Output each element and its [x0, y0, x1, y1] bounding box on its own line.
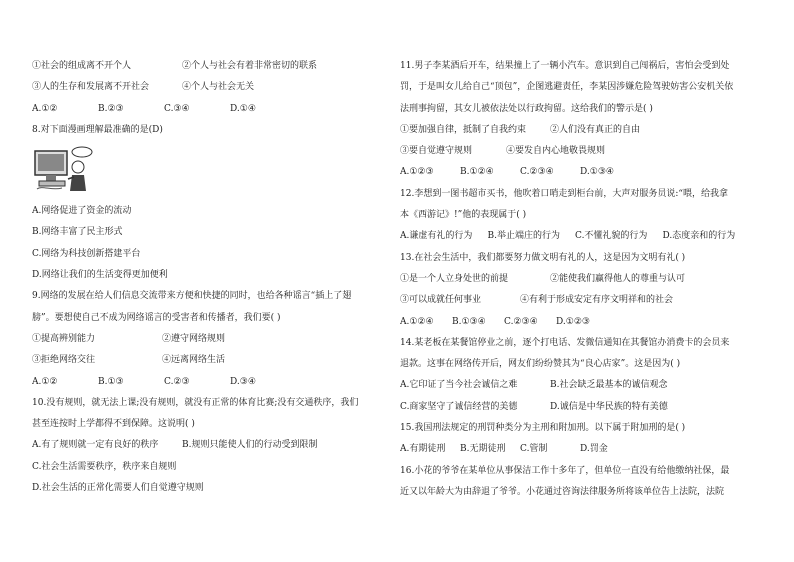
q14-choices-row-1: A.它印证了当今社会诚信之难 B.社会缺乏最基本的诚信观念 — [400, 380, 668, 391]
q10-choice-d: D.社会生活的正常化需要人们自觉遵守规则 — [32, 483, 204, 494]
q9-choices: A.①② B.①③ C.②③ D.③④ — [32, 376, 256, 387]
left-column — [32, 56, 392, 499]
q8-choice-d: D.网络让我们的生活变得更加便利 — [32, 270, 168, 281]
q15-stem: 15.我国刑法规定的刑罚种类分为主刑和附加刑。以下属于附加刑的是( ) — [400, 423, 686, 434]
q10-choice-c: C.社会生活需要秩序，秩序来自规则 — [32, 461, 177, 472]
q9-stem-line-1: 9.网络的发展在给人们信息交流带来方便和快捷的同时，也给各种谣言“插上了翅 — [32, 291, 352, 302]
q13-options-row-1: ①是一个人立身处世的前提 ②能使我们赢得他人的尊重与认可 — [400, 273, 686, 284]
q7-options-row-1: ①社会的组成离不开个人 ②个人与社会有着非常密切的联系 — [32, 61, 318, 71]
q11-stem-line-3: 法刑事拘留，其女儿被依法处以行政拘留。这给我们的警示是( ) — [400, 103, 653, 114]
q11-stem-line-2: 罚，于是叫女儿给自己“顶包”，企图逃避责任，李某因涉嫌危险驾驶妨害公安机关依 — [400, 82, 734, 93]
q10-stem-line-1: 10.没有规则，就无法上课;没有规则，就没有正常的体育比赛;没有交通秩序，我们 — [32, 397, 359, 408]
q11-options-row-1: ①要加强自律，抵制了自我约束 ②人们没有真正的自由 — [400, 124, 641, 135]
q8-choice-b: B.网络丰富了民主形式 — [32, 227, 123, 238]
q12-stem-line-1: 12.李想到一图书超市买书，他吹着口哨走到柜台前，大声对服务员说:“喂，给我拿 — [400, 188, 728, 199]
q12-stem-line-2: 本《西游记》!”他的表现属于( ) — [400, 210, 527, 221]
q14-stem-line-1: 14.某老板在某餐馆停业之前，逐个打电话、发微信通知在其餐馆办消费卡的会员来 — [400, 337, 730, 348]
q10-choices-row-1: A.有了规则就一定有良好的秩序 B.规则只能使人们的行动受到限制 — [32, 440, 318, 451]
q7-options-row-2: ③人的生存和发展离不开社会 ④个人与社会无关 — [32, 82, 255, 93]
q13-choices: A.①②④ B.①③④ C.②③④ D.①②③ — [400, 316, 590, 327]
q13-options-row-2: ③可以成就任何事业 ④有利于形成安定有序文明祥和的社会 — [400, 295, 674, 306]
q7-choices: A.①② B.②③ C.③④ D.①④ — [32, 103, 256, 114]
q10-stem-line-2: 甚至连按时上学都得不到保障。这说明( ) — [32, 419, 195, 430]
right-column — [400, 56, 750, 503]
q8-stem: 8.对下面漫画理解最准确的是(D) — [32, 124, 163, 135]
q8-choice-c: C.网络为科技创新搭建平台 — [32, 248, 141, 259]
computer-cartoon-icon — [32, 145, 392, 193]
q16-stem-line-1: 16.小花的爷爷在某单位从事保洁工作十多年了，但单位一直没有给他缴纳社保，最 — [400, 465, 730, 476]
q11-stem-line-1: 11.男子李某酒后开车，结果撞上了一辆小汽车。意识到自己闯祸后，害怕会受到处 — [400, 61, 730, 71]
q9-options-row-2: ③拒绝网络交往 ④远离网络生活 — [32, 355, 226, 366]
q11-options-row-2: ③要自觉遵守规则 ④要发自内心地敬畏规则 — [400, 146, 606, 157]
q9-options-row-1: ①提高辨别能力 ②遵守网络规则 — [32, 333, 226, 344]
q8-choice-a: A.网络促进了资金的流动 — [32, 206, 132, 217]
q11-choices: A.①②③ B.①②④ C.②③④ D.①③④ — [400, 167, 614, 178]
q12-choices: A.谦虚有礼的行为 B.举止端庄的行为 C.不懂礼貌的行为 D.态度亲和的行为 — [400, 231, 736, 242]
q14-choices-row-2: C.商家坚守了诚信经营的美德 D.诚信是中华民族的特有美德 — [400, 401, 668, 412]
q16-stem-line-2: 近又以年龄大为由辞退了爷爷。小花通过咨询法律服务所将该单位告上法院，法院 — [400, 486, 725, 497]
q13-stem: 13.在社会生活中，我们都要努力做文明有礼的人，这是因为文明有礼( ) — [400, 252, 686, 263]
q15-choices: A.有期徒刑 B.无期徒刑 C.管制 D.罚金 — [400, 444, 608, 455]
q9-stem-line-2: 膀”。要想使自己不成为网络谣言的受害者和传播者，我们要( ) — [32, 312, 281, 323]
q14-stem-line-2: 退款。这事在网络传开后，网友们纷纷赞其为“良心店家”。这是因为( ) — [400, 359, 681, 370]
